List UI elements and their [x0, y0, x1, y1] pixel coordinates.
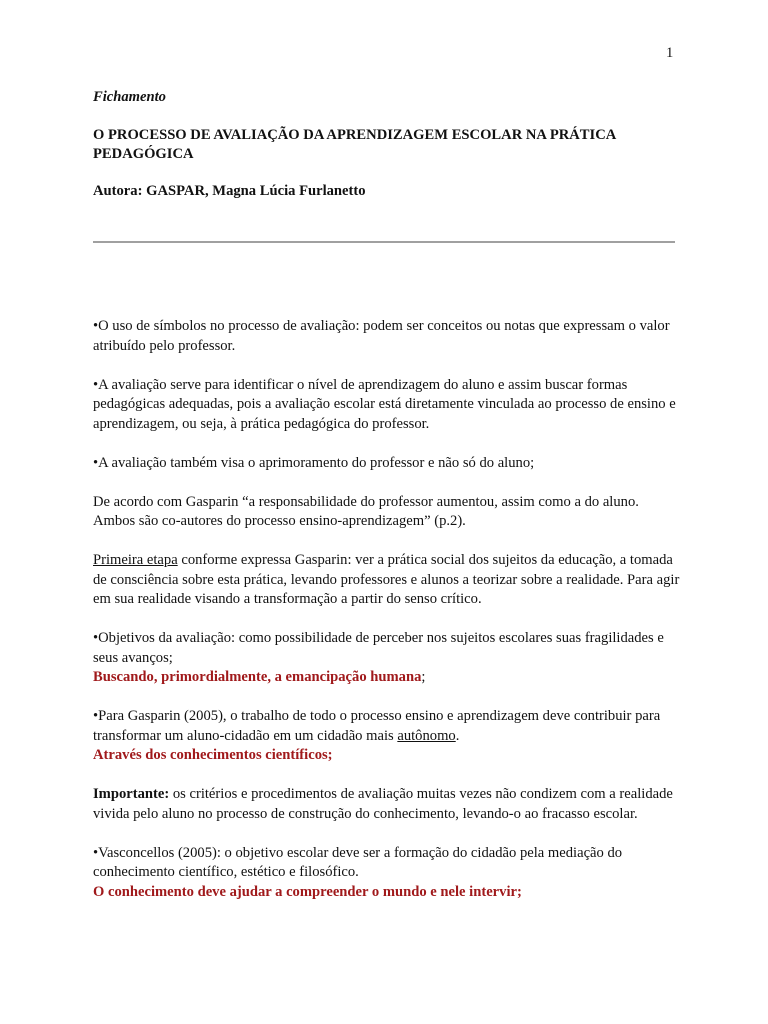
paragraph-first-stage [93, 551, 683, 610]
paragraph-gasparin-quote: De acordo com Gasparin “a responsabilidade do professor aumentou, assim como a do aluno. Ambos são co-autores do processo ensino-aprendizagem” (p.2). [93, 493, 639, 529]
first-stage-label: Primeira etapa [93, 552, 178, 568]
paragraph-important [93, 785, 683, 824]
page-number: 1 [666, 45, 674, 61]
objectives-text: •Objetivos da avaliação: como possibilidade de perceber nos sujeitos escolares suas fragilidades e seus avanços; [93, 630, 664, 666]
document-author: Autora: GASPAR, Magna Lúcia Furlanetto [93, 182, 366, 199]
first-stage-text: conforme expressa Gasparin: ver a prática social dos sujeitos da educação, a tomada de consciência sobre esta prática, levando professores e alunos a teorizar sobre a realidade. Para agir em sua realidade visando a transformação a partir do senso crítico. [93, 552, 680, 607]
knowledge-world-highlight: O conhecimento deve ajudar a compreender o mundo e nele intervir; [93, 883, 522, 900]
paragraph-evaluation-purpose: •A avaliação serve para identificar o nível de aprendizagem do aluno e assim buscar formas pedagógicas adequadas, pois a avaliação escolar está diretamente vinculada ao processo de ensino e aprendizagem, ou seja, à prática pedagógica do professor. [93, 376, 676, 432]
emancipation-suffix: ; [421, 669, 426, 685]
document-type: Fichamento [93, 89, 166, 105]
paragraph-teacher-improvement: •A avaliação também visa o aprimoramento do professor e não só do aluno; [93, 454, 535, 471]
scientific-knowledge-highlight: Através dos conhecimentos científicos; [93, 747, 333, 763]
paragraph-autonomy [93, 707, 683, 766]
important-label: Importante: [93, 786, 170, 802]
document-title: O PROCESSO DE AVALIAÇÃO DA APRENDIZAGEM ESCOLAR NA PRÁTICA PEDAGÓGICA [93, 126, 616, 162]
autonomy-text: •Para Gasparin (2005), o trabalho de todo o processo ensino e aprendizagem deve contribuir para transformar um aluno-cidadão em um cidadão mais [93, 708, 661, 744]
document-body [93, 317, 683, 902]
paragraph-vasconcellos [93, 844, 683, 903]
autonomy-suffix: . [455, 727, 460, 744]
important-text: os critérios e procedimentos de avaliação muitas vezes não condizem com a realidade vivida pelo aluno no processo de construção do conhecimento, levando-o ao fracasso escolar. [93, 786, 673, 822]
document-header [93, 88, 683, 201]
horizontal-divider [93, 241, 675, 243]
paragraph-objectives [93, 629, 683, 688]
emancipation-highlight: Buscando, primordialmente, a emancipação humana [93, 669, 422, 685]
paragraph-symbols: •O uso de símbolos no processo de avaliação: podem ser conceitos ou notas que expressam o valor atribuído pelo professor. [93, 318, 670, 354]
autonomy-underlined-word: autônomo [397, 727, 456, 744]
vasconcellos-text: •Vasconcellos (2005): o objetivo escolar deve ser a formação do cidadão pela mediação do conhecimento científico, estético e filosófico. [93, 844, 623, 880]
